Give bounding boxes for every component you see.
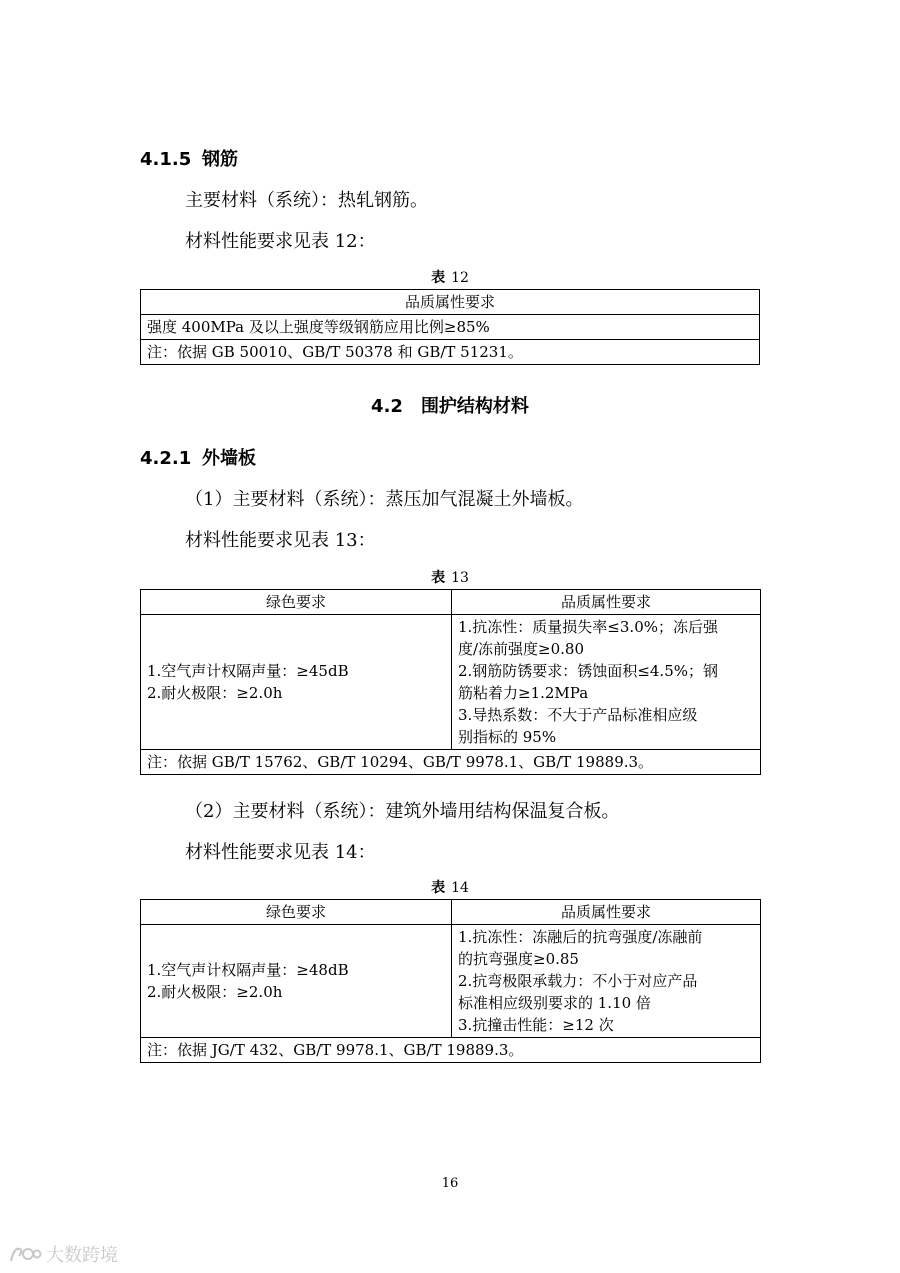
table-12-caption xyxy=(0,267,900,287)
caption-prefix: 表 xyxy=(431,880,446,896)
paragraph-main-material-2: （2）主要材料（系统）：建筑外墙用结构保温复合板。 xyxy=(185,801,620,822)
table-note: 注：依据 GB 50010、GB/T 50378 和 GB/T 51231。 xyxy=(141,340,760,365)
quality-requirements-cell xyxy=(452,925,761,1038)
quality-requirement-line: 3.抗撞击性能：≥12 次 xyxy=(458,1016,614,1034)
table-13 xyxy=(140,589,761,775)
table-14 xyxy=(140,899,761,1063)
watermark-text: 大数跨境 xyxy=(46,1245,118,1266)
section-title: 钢筋 xyxy=(202,149,238,170)
quality-requirement-line: 的抗弯强度≥0.85 xyxy=(458,950,579,968)
quality-requirement-line: 2.钢筋防锈要求：锈蚀面积≤4.5%；钢 xyxy=(458,662,718,680)
table-header-cell: 绿色要求 xyxy=(141,590,452,615)
green-requirement: 2.耐火极限：≥2.0h xyxy=(147,684,283,702)
table-13-caption xyxy=(0,567,900,587)
watermark xyxy=(8,1241,118,1267)
quality-requirement-line: 别指标的 95% xyxy=(458,728,557,746)
quality-requirement-line: 1.抗冻性：冻融后的抗弯强度/冻融前 xyxy=(458,928,703,946)
quality-requirement-line: 度/冻前强度≥0.80 xyxy=(458,640,585,658)
section-title: 围护结构材料 xyxy=(420,396,529,417)
quality-requirement-line: 标准相应级别要求的 1.10 倍 xyxy=(458,994,651,1012)
paragraph-table-reference-14: 材料性能要求见表 14： xyxy=(185,842,376,863)
table-14-caption xyxy=(0,877,900,897)
page-number: 16 xyxy=(441,1176,459,1191)
green-requirement: 2.耐火极限：≥2.0h xyxy=(147,983,283,1001)
section-heading-4-1-5 xyxy=(140,145,238,171)
section-number: 4.2 xyxy=(371,396,403,417)
table-note: 注：依据 JG/T 432、GB/T 9978.1、GB/T 19889.3。 xyxy=(141,1038,761,1063)
table-note: 注：依据 GB/T 15762、GB/T 10294、GB/T 9978.1、GB/T 19889.3。 xyxy=(141,750,761,775)
paragraph-main-material-1: （1）主要材料（系统）：蒸压加气混凝土外墙板。 xyxy=(185,489,584,510)
paragraph-table-reference-13: 材料性能要求见表 13： xyxy=(185,530,376,551)
caption-number: 13 xyxy=(451,570,469,586)
caption-prefix: 表 xyxy=(431,270,446,286)
green-requirement: 1.空气声计权隔声量：≥45dB xyxy=(147,662,349,680)
green-requirement: 1.空气声计权隔声量：≥48dB xyxy=(147,961,349,979)
table-header-cell: 品质属性要求 xyxy=(141,290,760,315)
section-heading-4-2 xyxy=(0,392,900,418)
watermark-logo-icon xyxy=(8,1243,42,1265)
section-number: 4.2.1 xyxy=(140,448,192,469)
table-header-cell: 绿色要求 xyxy=(141,900,452,925)
paragraph-table-reference: 材料性能要求见表 12： xyxy=(185,231,376,252)
table-header-cell: 品质属性要求 xyxy=(452,900,761,925)
table-12 xyxy=(140,289,760,365)
green-requirements-cell xyxy=(141,925,452,1038)
quality-requirement-line: 3.导热系数：不大于产品标准相应级 xyxy=(458,706,698,724)
caption-number: 14 xyxy=(451,880,469,896)
paragraph-main-material: 主要材料（系统）：热轧钢筋。 xyxy=(185,190,428,211)
caption-number: 12 xyxy=(451,270,469,286)
table-cell: 强度 400MPa 及以上强度等级钢筋应用比例≥85% xyxy=(141,315,760,340)
quality-requirements-cell xyxy=(452,615,761,750)
section-title: 外墙板 xyxy=(202,448,256,469)
green-requirements-cell xyxy=(141,615,452,750)
quality-requirement-line: 筋粘着力≥1.2MPa xyxy=(458,684,589,702)
quality-requirement-line: 1.抗冻性：质量损失率≤3.0%；冻后强 xyxy=(458,618,718,636)
table-header-cell: 品质属性要求 xyxy=(452,590,761,615)
caption-prefix: 表 xyxy=(431,570,446,586)
section-number: 4.1.5 xyxy=(140,149,192,170)
quality-requirement-line: 2.抗弯极限承载力：不小于对应产品 xyxy=(458,972,698,990)
section-heading-4-2-1 xyxy=(140,444,256,470)
